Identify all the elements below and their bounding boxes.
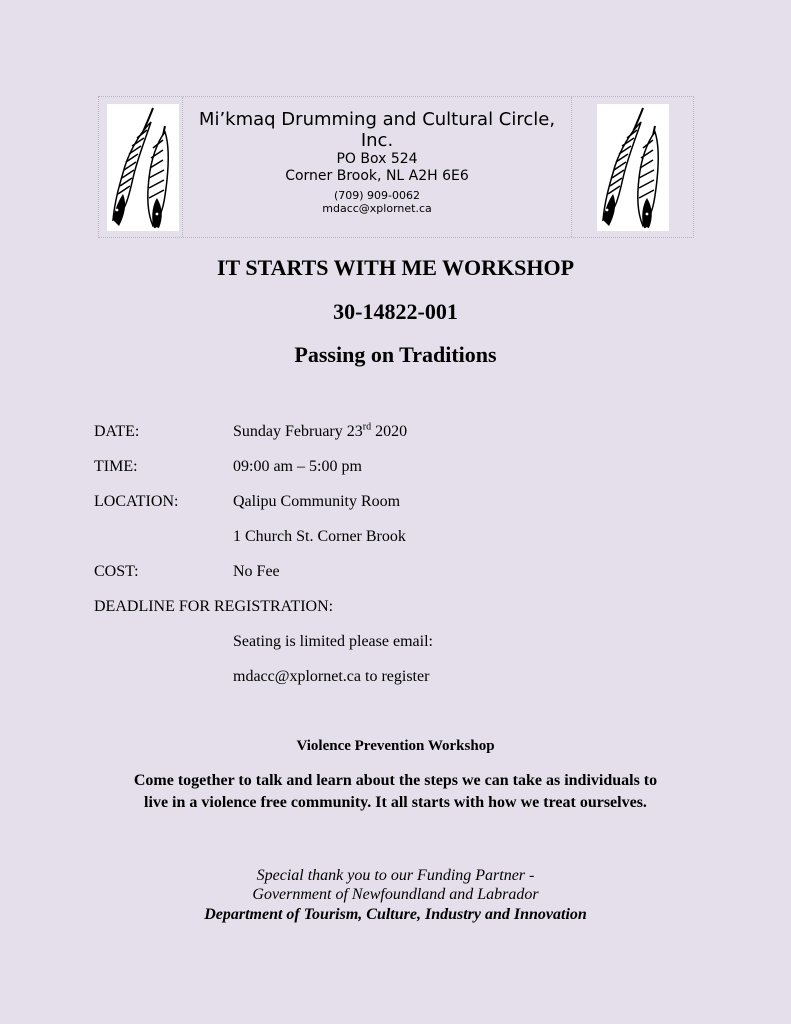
- description-heading: Violence Prevention Workshop: [296, 738, 495, 754]
- letterhead: [98, 96, 694, 238]
- organization-name: Mi’kmaq Drumming and Cultural Circle, Inc.: [198, 109, 556, 151]
- workshop-title: IT STARTS WITH ME WORKSHOP: [216, 255, 575, 280]
- location-label: LOCATION:: [94, 493, 179, 510]
- description-line-2: live in a violence free community. It all starts with how we treat ourselves.: [144, 794, 647, 811]
- workshop-subtitle: Passing on Traditions: [294, 342, 497, 367]
- footer-thanks: Special thank you to our Funding Partner -: [256, 867, 535, 884]
- date-label: DATE:: [94, 423, 140, 440]
- feather-icon: [597, 104, 669, 231]
- description-line-1: Come together to talk and learn about the steps we can take as individuals to: [133, 772, 658, 789]
- time-value: 09:00 am – 5:00 pm: [233, 458, 362, 475]
- city-address: Corner Brook, NL A2H 6E6: [285, 168, 469, 184]
- seating-note: Seating is limited please email:: [233, 633, 433, 650]
- divider: [182, 97, 183, 237]
- phone-number: (709) 909-0062: [333, 189, 421, 202]
- header-email: mdacc@xplornet.ca: [322, 202, 432, 215]
- location-address: 1 Church St. Corner Brook: [233, 528, 406, 545]
- organization-info: [184, 109, 570, 215]
- register-note: mdacc@xplornet.ca to register: [233, 668, 430, 685]
- time-label: TIME:: [94, 458, 138, 475]
- divider: [571, 97, 572, 237]
- date-value: Sunday February 23rd 2020: [233, 421, 408, 440]
- deadline-label: DEADLINE FOR REGISTRATION:: [94, 598, 334, 615]
- po-box: PO Box 524: [336, 151, 418, 167]
- cost-value: No Fee: [233, 563, 280, 580]
- feather-icon: [107, 104, 179, 231]
- footer-department: Department of Tourism, Culture, Industry and Innovation: [204, 906, 587, 923]
- cost-label: COST:: [94, 563, 139, 580]
- workshop-code: 30-14822-001: [333, 299, 458, 324]
- location-venue: Qalipu Community Room: [233, 493, 401, 510]
- footer-government: Government of Newfoundland and Labrador: [252, 886, 539, 903]
